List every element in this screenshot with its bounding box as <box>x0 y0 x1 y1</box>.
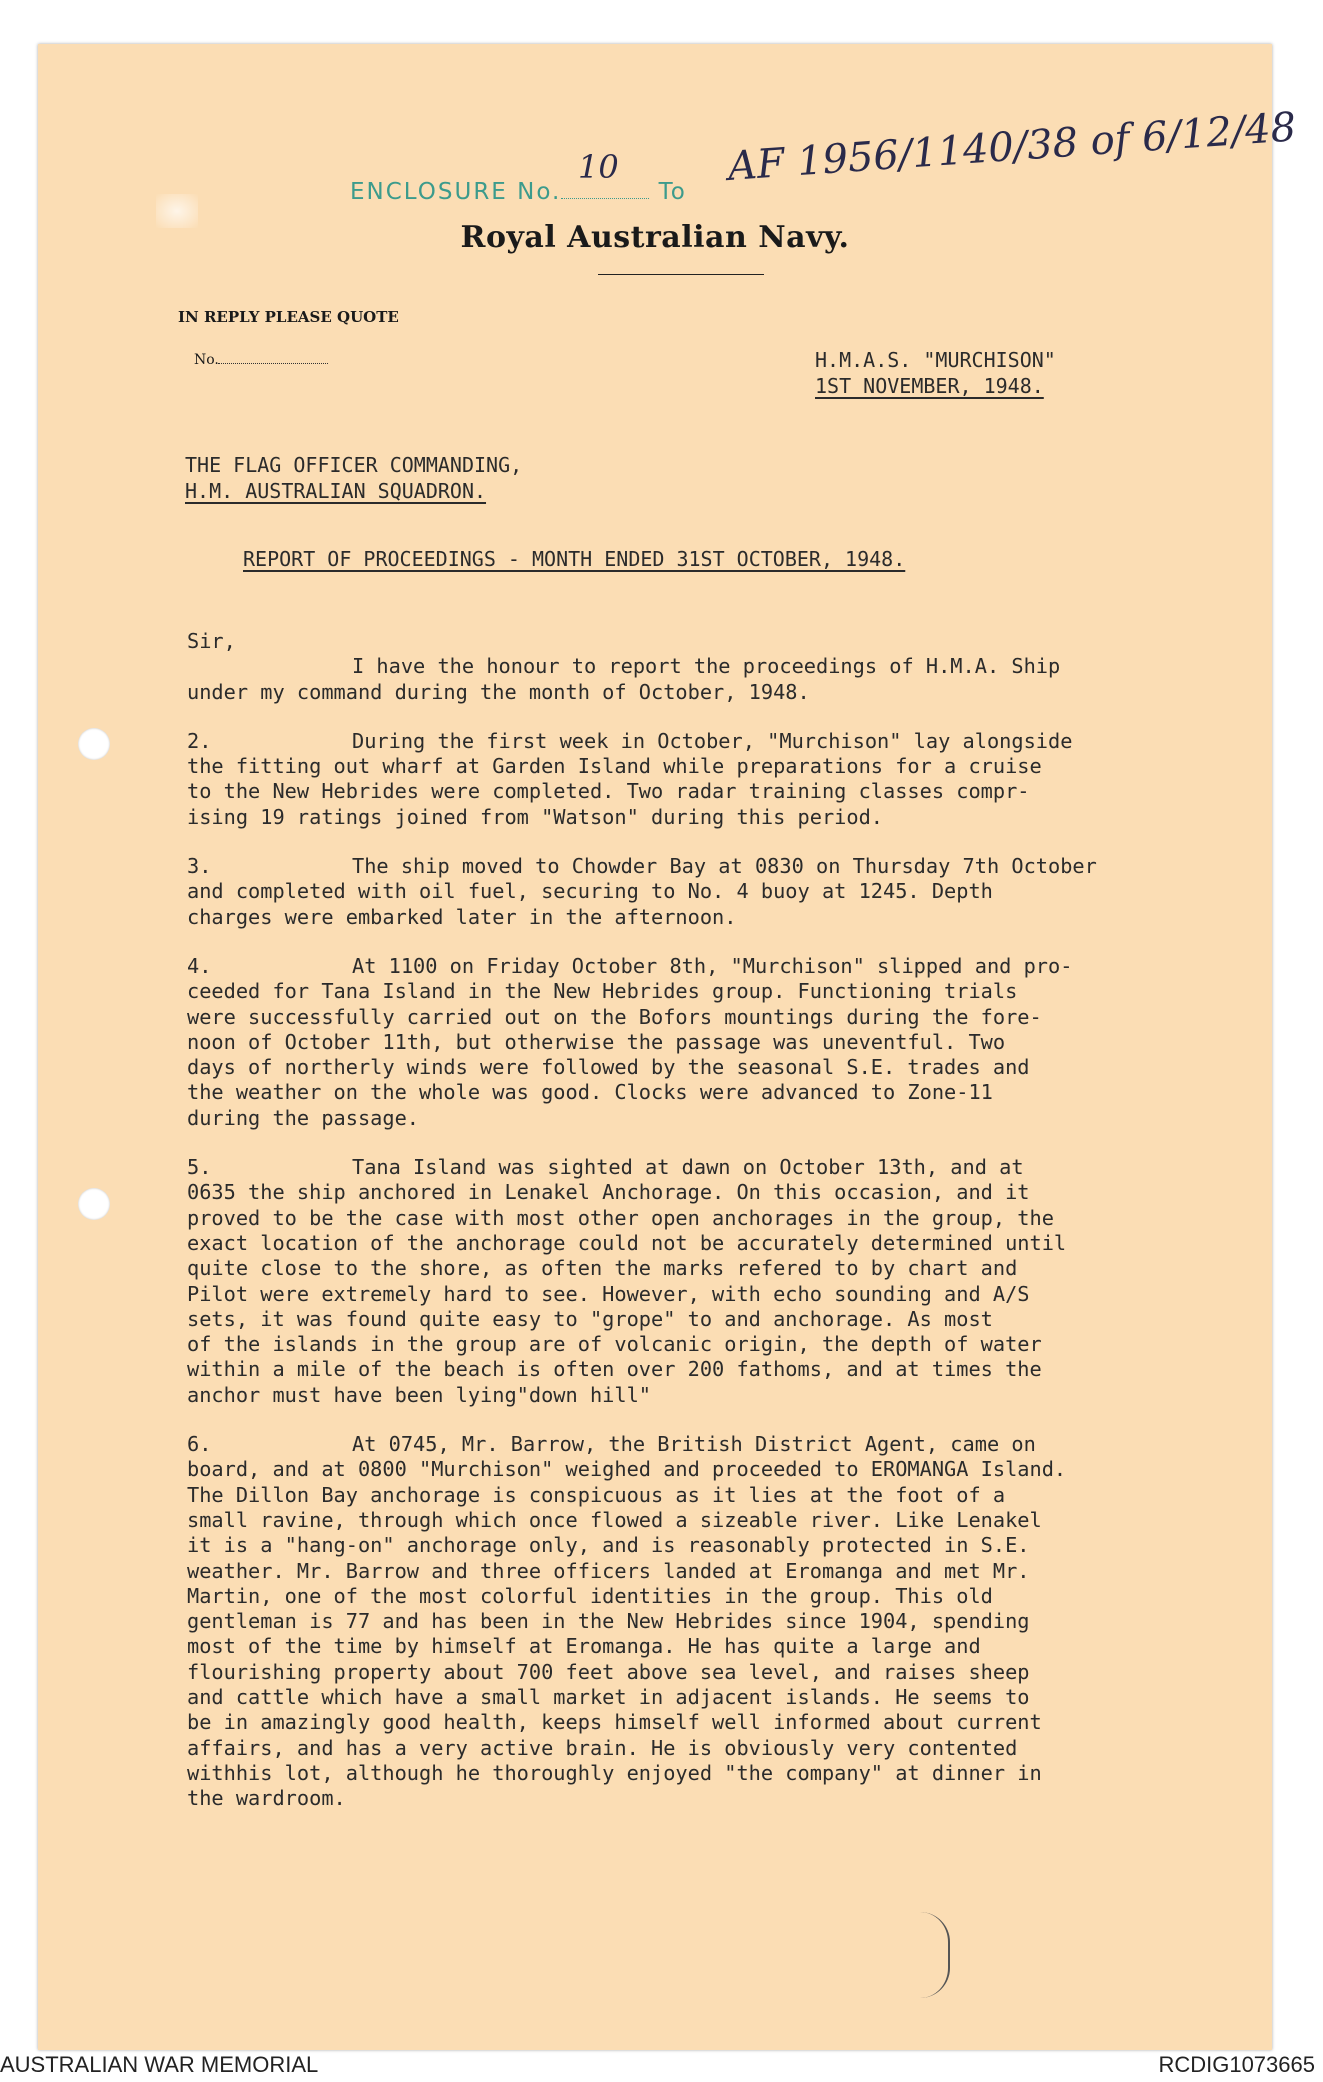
salutation: Sir, <box>187 629 236 653</box>
paragraph-6-line: At 0745, Mr. Barrow, the British District Agent, came on <box>352 1432 1036 1457</box>
paragraph-3-first-line <box>187 854 1262 879</box>
paragraph-6-line: gentleman is 77 and has been in the New Hebrides since 1904, spending <box>187 1609 1030 1634</box>
enclosure-to-label: To <box>658 179 687 205</box>
paragraph-3-line: and completed with oil fuel, securing to No. 4 buoy at 1245. Depth <box>187 879 993 904</box>
punch-hole-bottom <box>78 1188 110 1220</box>
paragraph-5-line: 0635 the ship anchored in Lenakel Anchorage. On this occasion, and it <box>187 1180 1030 1205</box>
reference-number-line <box>218 363 328 364</box>
sender-ship: H.M.A.S. "MURCHISON" <box>815 348 1056 372</box>
paragraph-1-line: under my command during the month of October, 1948. <box>187 679 810 704</box>
enclosure-stamp <box>350 179 687 205</box>
paragraph-5-number: 5. <box>187 1155 212 1180</box>
paragraph-5-first-line <box>187 1155 1262 1180</box>
paragraph-5-line: quite close to the shore, as often the marks refered to by chart and <box>187 1256 1018 1281</box>
report-subject: REPORT OF PROCEEDINGS - MONTH ENDED 31ST OCTOBER, 1948. <box>243 547 906 571</box>
paragraph-6-number: 6. <box>187 1432 212 1457</box>
paragraph-4-first-line <box>187 954 1262 979</box>
paragraph-3-number: 3. <box>187 854 212 879</box>
enclosure-number: 10 <box>578 148 619 186</box>
document-page <box>38 44 1298 2050</box>
paragraph-5-line: exact location of the anchorage could not be accurately determined until <box>187 1230 1067 1255</box>
paragraph-5-line: anchor must have been lying"down hill" <box>187 1382 651 1407</box>
paragraph-1-line: I have the honour to report the proceedings of H.M.A. Ship <box>352 654 1061 679</box>
paragraph-6-line: be in amazingly good health, keeps himself well informed about current <box>187 1710 1042 1735</box>
paragraph-2-line: ising 19 ratings joined from "Watson" during this period. <box>187 804 883 829</box>
paragraph-6-line: small ravine, through which once flowed a sizeable river. Like Lenakel <box>187 1507 1042 1532</box>
enclosure-label: ENCLOSURE No. <box>350 179 562 205</box>
sender-date: 1ST NOVEMBER, 1948. <box>815 374 1044 398</box>
paragraph-3-line: The ship moved to Chowder Bay at 0830 on Thursday 7th October <box>352 854 1097 879</box>
paragraph-2-number: 2. <box>187 728 212 753</box>
paragraph-2-line: During the first week in October, "Murchison" lay alongside <box>352 728 1073 753</box>
paragraph-3-line: charges were embarked later in the afternoon. <box>187 904 737 929</box>
paragraph-5-line: Tana Island was sighted at dawn on October 13th, and at <box>352 1155 1024 1180</box>
reference-number-label: No. <box>194 352 219 368</box>
archive-id: RCDIG1073665 <box>1158 2052 1315 2077</box>
paragraph-6-line: the wardroom. <box>187 1786 346 1811</box>
paragraph-6-line: most of the time by himself at Eromanga. He has quite a large and <box>187 1634 981 1659</box>
paragraph-4-line: noon of October 11th, but otherwise the passage was uneventful. Two <box>187 1029 1006 1054</box>
paragraph-5-line: proved to be the case with most other open anchorages in the group, the <box>187 1205 1054 1230</box>
paragraph-6-line: it is a "hang-on" anchorage only, and is reasonably protected in S.E. <box>187 1533 1030 1558</box>
paragraph-6-line: Martin, one of the most colorful identities in the group. This old <box>187 1583 993 1608</box>
addressee-line-1: THE FLAG OFFICER COMMANDING, <box>185 453 523 477</box>
paragraph-2-line: the fitting out wharf at Garden Island while preparations for a cruise <box>187 754 1042 779</box>
paragraph-6-line: The Dillon Bay anchorage is conspicuous as it lies at the foot of a <box>187 1482 1006 1507</box>
paragraph-4-line: ceeded for Tana Island in the New Hebrides group. Functioning trials <box>187 979 1018 1004</box>
paragraph-5-line: within a mile of the beach is often over 200 fathoms, and at times the <box>187 1357 1042 1382</box>
enclosure-reference: AF 1956/1140/38 of 6/12/48 <box>726 104 1298 190</box>
paragraph-5-line: Pilot were extremely hard to see. However, with echo sounding and A/S <box>187 1281 1030 1306</box>
pencil-mark <box>920 1912 950 1998</box>
paragraph-6-line: weather. Mr. Barrow and three officers landed at Eromanga and met Mr. <box>187 1558 1030 1583</box>
paragraph-4-line: days of northerly winds were followed by the seasonal S.E. trades and <box>187 1055 1030 1080</box>
paragraph-4-number: 4. <box>187 953 212 978</box>
letterhead-rule <box>598 274 764 275</box>
addressee-line-2: H.M. AUSTRALIAN SQUADRON. <box>185 479 487 503</box>
paragraph-6-first-line <box>187 1432 1262 1457</box>
paragraph-6-line: withhis lot, although he thoroughly enjoyed "the company" at dinner in <box>187 1760 1042 1785</box>
paragraph-6-line: affairs, and has a very active brain. He is obviously very contented <box>187 1735 1018 1760</box>
paragraph-4-line: At 1100 on Friday October 8th, "Murchison" slipped and pro- <box>352 953 1073 978</box>
paragraph-6-line: board, and at 0800 "Murchison" weighed and proceeded to EROMANGA Island. <box>187 1457 1067 1482</box>
paragraph-4-line: during the passage. <box>187 1105 419 1130</box>
archive-credit: AUSTRALIAN WAR MEMORIAL <box>0 2052 319 2077</box>
reply-quote-label: IN REPLY PLEASE QUOTE <box>178 308 399 326</box>
punch-hole-top <box>78 728 110 760</box>
sender-block <box>815 347 1056 399</box>
letterhead-title: Royal Australian Navy. <box>460 220 850 255</box>
paragraph-6-line: flourishing property about 700 feet above sea level, and raises sheep <box>187 1659 1030 1684</box>
letter-body <box>187 629 1262 1811</box>
paragraph-4-line: were successfully carried out on the Bofors mountings during the fore- <box>187 1004 1042 1029</box>
paragraph-5-line: sets, it was found quite easy to "grope" to and anchorage. As most <box>187 1306 993 1331</box>
paragraph-5-line: of the islands in the group are of volcanic origin, the depth of water <box>187 1332 1042 1357</box>
paragraph-2-first-line <box>187 729 1262 754</box>
addressee-block <box>185 452 522 504</box>
paragraph-4-line: the weather on the whole was good. Clocks were advanced to Zone-11 <box>187 1080 993 1105</box>
paragraph-6-line: and cattle which have a small market in adjacent islands. He seems to <box>187 1684 1030 1709</box>
paragraph-2-line: to the New Hebrides were completed. Two radar training classes compr- <box>187 779 1030 804</box>
